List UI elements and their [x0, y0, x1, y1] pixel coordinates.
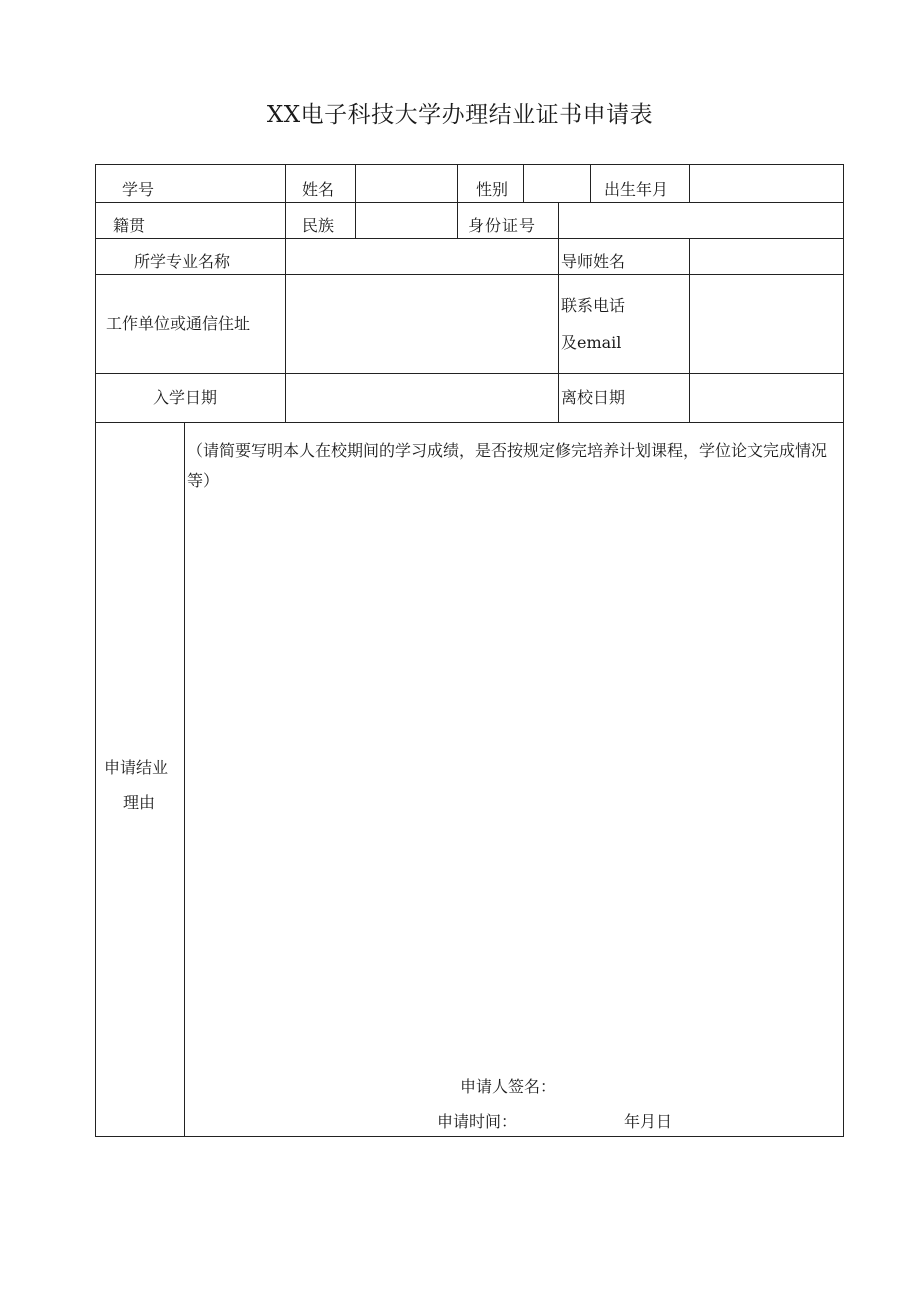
cell-divider: [558, 202, 559, 238]
row-divider: [95, 422, 844, 423]
label-ethnicity: 民族: [302, 216, 335, 235]
table-border-top: [95, 164, 844, 165]
label-advisor: 导师姓名: [561, 252, 626, 271]
label-id-number: 身份证号: [468, 216, 537, 235]
cell-divider: [590, 164, 591, 202]
label-student-id: 学号: [122, 180, 155, 199]
label-name: 姓名: [302, 180, 335, 199]
cell-divider: [184, 422, 185, 1136]
label-applicant-signature: 申请人签名：: [460, 1077, 557, 1096]
cell-divider: [457, 164, 458, 202]
cell-divider: [689, 164, 690, 202]
row-divider: [95, 238, 844, 239]
row-divider: [95, 202, 844, 203]
row-divider: [95, 274, 844, 275]
cell-divider: [355, 164, 356, 202]
label-contact-phone: 联系电话: [561, 296, 626, 315]
form-title: XX电子科技大学办理结业证书申请表: [266, 102, 654, 128]
label-enroll-date: 入学日期: [153, 388, 218, 407]
label-date-units: 年月日: [624, 1112, 673, 1131]
label-workplace-address: 工作单位或通信住址: [106, 314, 251, 333]
label-gender: 性别: [476, 180, 509, 199]
reason-instruction: （请简要写明本人在校期间的学习成绩，是否按规定修完培养计划课程，学位论文完成情况等）: [187, 441, 828, 490]
label-native-place: 籍贯: [113, 216, 146, 235]
label-leave-date: 离校日期: [561, 388, 626, 407]
cell-divider: [689, 238, 690, 422]
label-reason-line2: 理由: [123, 793, 156, 812]
label-major: 所学专业名称: [134, 252, 231, 271]
row-divider: [95, 373, 844, 374]
label-application-date: 申请时间：: [437, 1112, 518, 1131]
table-border-bottom: [95, 1136, 844, 1137]
table-border-right: [843, 164, 844, 1137]
cell-divider: [457, 202, 458, 238]
cell-divider: [285, 202, 286, 238]
label-birth-date: 出生年月: [604, 180, 669, 199]
cell-divider: [558, 238, 559, 422]
table-border-left: [95, 164, 96, 1137]
cell-divider: [285, 164, 286, 202]
cell-divider: [523, 164, 524, 202]
label-reason-line1: 申请结业: [104, 758, 169, 777]
cell-divider: [285, 238, 286, 422]
cell-divider: [355, 202, 356, 238]
label-contact-email: 及email: [561, 333, 622, 352]
